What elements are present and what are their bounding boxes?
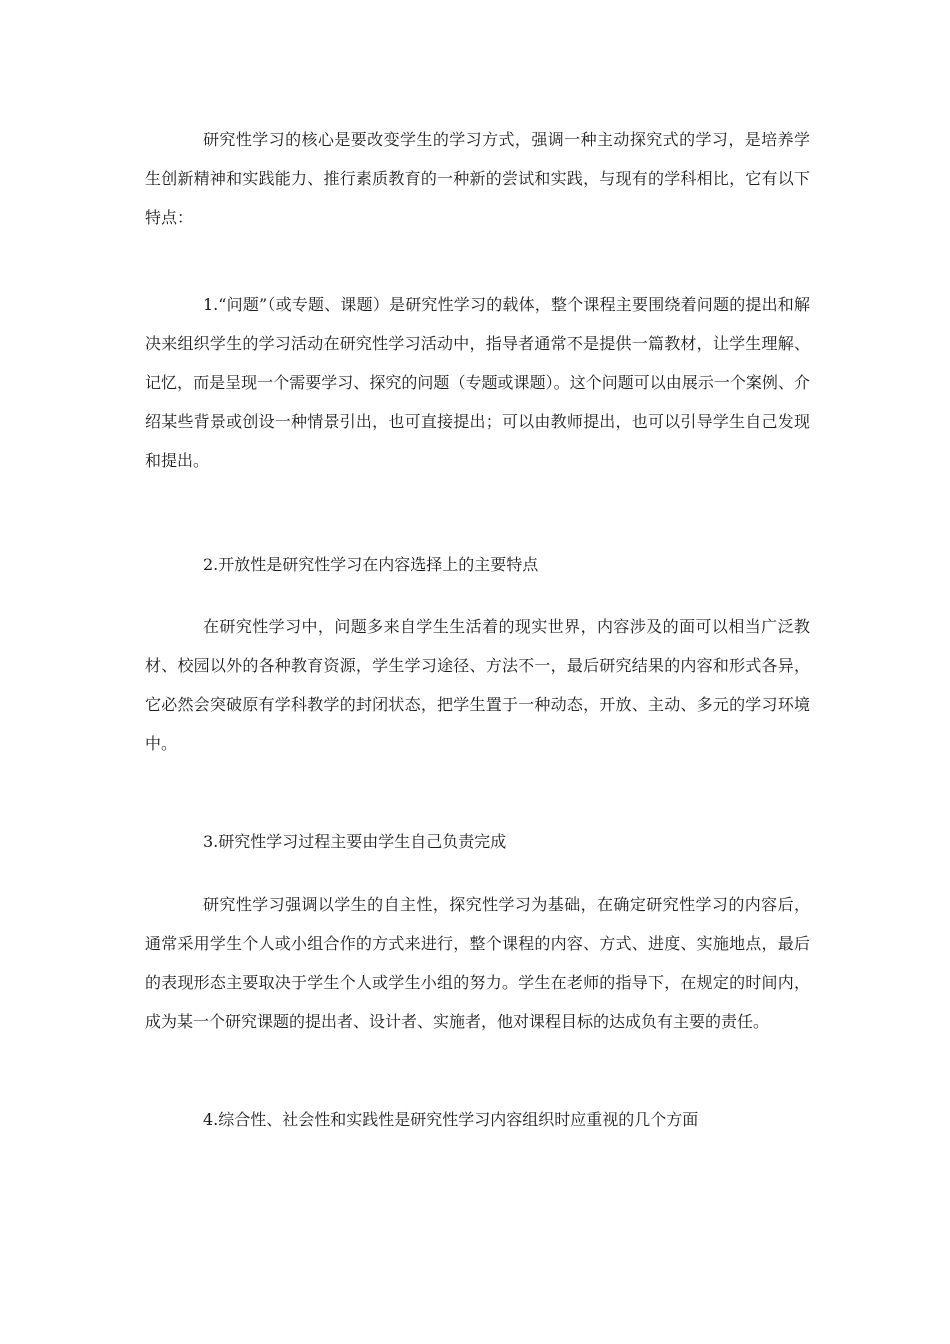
point-1-paragraph: 1.“问题”（或专题、课题）是研究性学习的载体，整个课程主要围绕着问题的提出和解决来组织学生的学习活动在研究性学习活动中，指导者通常不是提供一篇教材，让学生理解、记忆，而是呈现一个需要学习、探究的问题（专题或课题）。这个问题可以由展示一个案例、介绍某些背景或创设一种情景引出，也可直接提出；可以由教师提出，也可以引导学生自己发现和提出。 (145, 295, 810, 470)
point-4-heading: 4.综合性、社会性和实践性是研究性学习内容组织时应重视的几个方面 (203, 1110, 699, 1129)
point-3-paragraph: 研究性学习强调以学生的自主性，探究性学习为基础，在确定研究性学习的内容后，通常采用学生个人或小组合作的方式来进行，整个课程的内容、方式、进度、实施地点，最后的表现形态主要取决于学生个人或学生小组的努力。学生在老师的指导下，在规定的时间内，成为某一个研究课题的提出者、设计者、实施者，他对课程目标的达成负有主要的责任。 (145, 895, 810, 1031)
point-2-paragraph: 在研究性学习中，问题多来自学生生活着的现实世界，内容涉及的面可以相当广泛教材、校园以外的各种教育资源，学生学习途径、方法不一，最后研究结果的内容和形式各异，它必然会突破原有学科教学的封闭状态，把学生置于一种动态，开放、主动、多元的学习环境中。 (145, 617, 810, 753)
intro-paragraph: 研究性学习的核心是要改变学生的学习方式，强调一种主动探究式的学习，是培养学生创新精神和实践能力、推行素质教育的一种新的尝试和实践，与现有的学科相比，它有以下特点： (145, 130, 810, 227)
point-3-heading: 3.研究性学习过程主要由学生自己负责完成 (203, 832, 507, 851)
point-2-heading: 2.开放性是研究性学习在内容选择上的主要特点 (203, 555, 539, 574)
